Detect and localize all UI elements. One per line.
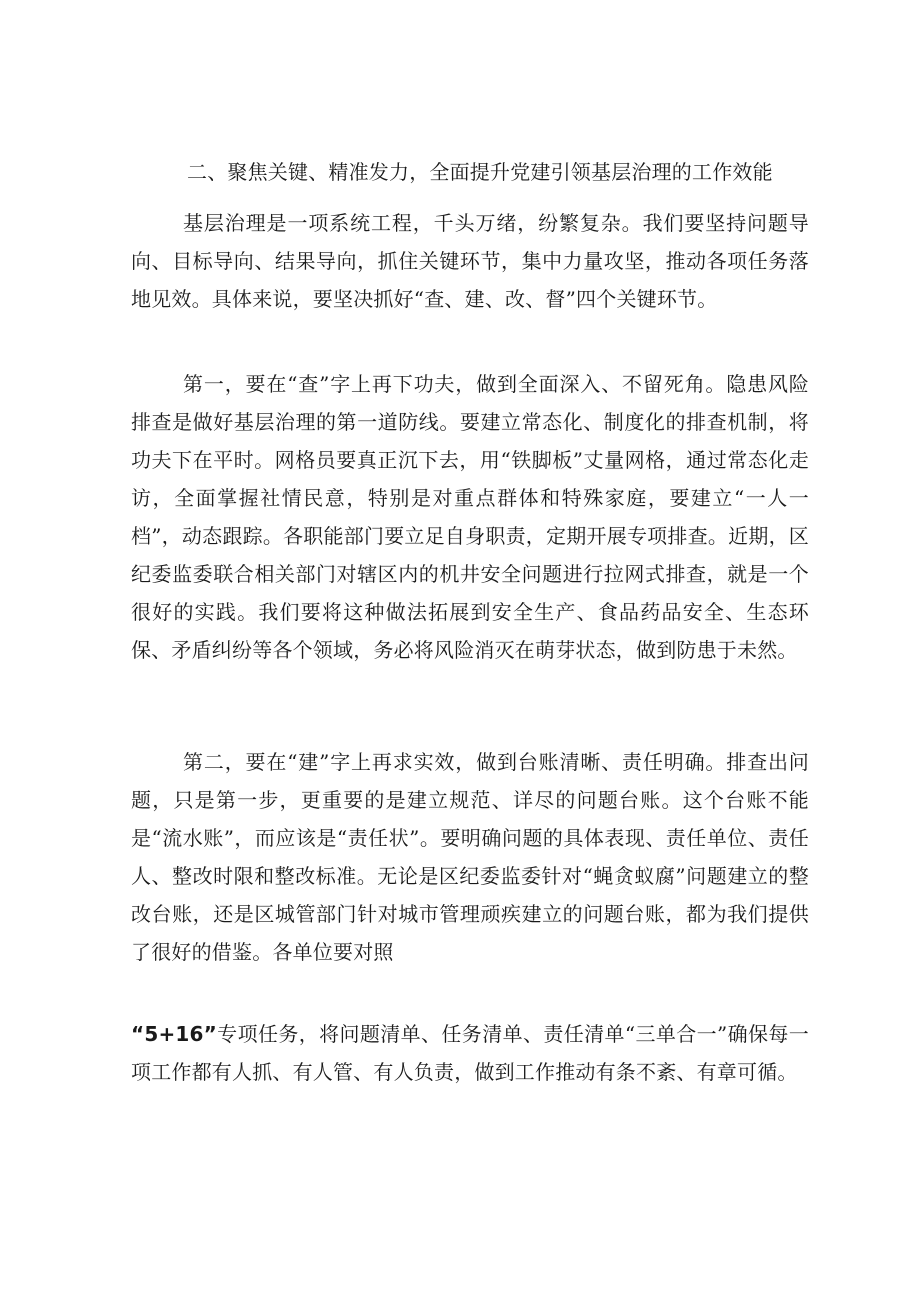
task-number-term: “5+16” xyxy=(131,1022,217,1046)
paragraph-first-check: 第一，要在“查”字上再下功夫，做到全面深入、不留死角。隐患风险排查是做好基层治理的第一道防线。要建立常态化、制度化的排查机制，将功夫下在平时。网格员要真正沉下去，用“铁脚板”丈量网格，通过常态化走访，全面掌握社情民意，特别是对重点群体和特殊家庭，要建立“一人一档”，动态跟踪。各职能部门要立足自身职责，定期开展专项排查。近期，区纪委监委联合相关部门对辖区内的机井安全问题进行拉网式排查，就是一个很好的实践。我们要将这种做法拓展到安全生产、食品药品安全、生态环保、矛盾纠纷等各个领域，务必将风险消灭在萌芽状态，做到防患于未然。 xyxy=(131,372,809,662)
paragraph-intro: 基层治理是一项系统工程，千头万绪，纷繁复杂。我们要坚持问题导向、目标导向、结果导向，抓住关键环节，集中力量攻坚，推动各项任务落地见效。具体来说，要坚决抓好“查、建、改、督”四个关键环节。 xyxy=(131,211,809,311)
paragraph-continuation xyxy=(131,1015,809,1091)
paragraph-second-build: 第二，要在“建”字上再求实效，做到台账清晰、责任明确。排查出问题，只是第一步，更重要的是建立规范、详尽的问题台账。这个台账不能是“流水账”，而应该是“责任状”。要明确问题的具体表现、责任单位、责任人、整改时限和整改标准。无论是区纪委监委针对“蝇贪蚁腐”问题建立的整改台账，还是区城管部门针对城市管理顽疾建立的问题台账，都为我们提供了很好的借鉴。各单位要对照 xyxy=(131,750,809,964)
section-heading: 二、聚焦关键、精准发力，全面提升党建引领基层治理的工作效能 xyxy=(187,160,773,184)
continuation-text: 专项任务，将问题清单、任务清单、责任清单“三单合一”确保每一项工作都有人抓、有人管、有人负责，做到工作推动有条不紊、有章可循。 xyxy=(131,1022,809,1084)
